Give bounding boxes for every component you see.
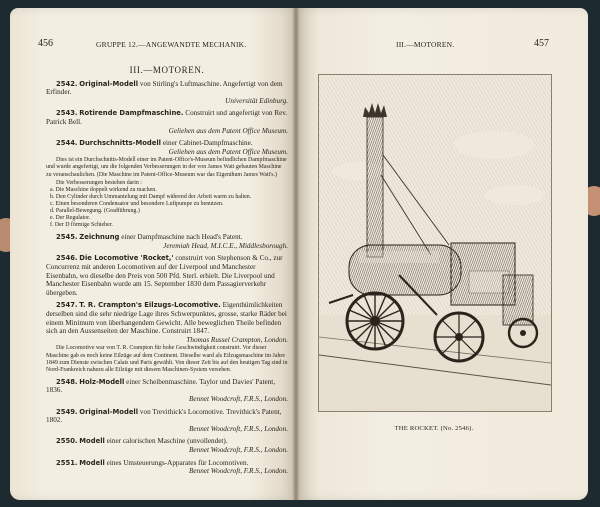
entry-title: Durchschnitts-Modell [79,139,162,148]
entry-number: 2544. [56,139,78,148]
catalog-entry [46,437,288,454]
entry-text: von Trevithick's Locomotive. Trevithick's Patent, 1802. [46,407,282,425]
left-page [10,8,296,500]
entry-number: 2543. [56,109,78,118]
catalog-entry [46,139,288,229]
list-item: e. Der Regulator. [50,215,91,222]
entry-number: 2547. [56,301,78,310]
entry-text: eines Umsteuerungs-Apparates für Locomotiven. [106,458,249,467]
entry-donor: Thomas Russel Crampton, London. [186,335,288,344]
book-gutter [292,8,300,500]
entry-text: Eigenthümlichkeiten derselben sind die sehr niedrige Lage ihres Schwerpunktes, grosse, starke Räder bei einem Minimum von überhangendem Gewicht. Alle beweglichen Theile befinden sich an den Aussenseiten der Maschine. Construirt 1847. [46,301,287,336]
catalog-column [46,64,288,480]
catalog-entry [46,233,288,250]
catalog-entry [46,109,288,135]
entry-text: einer calorischen Maschine (unvollendet). [106,437,228,446]
entry-text: einer Dampfmaschine nach Head's Patent. [121,233,243,242]
catalog-entry [46,408,288,434]
list-item: a. Die Maschine doppelt wirkend zu machen. [50,186,157,193]
entry-number: 2549. [56,407,78,416]
entry-title: Die Locomotive 'Rocket,' [79,254,174,263]
entry-donor: Geliehen aus dem Patent Office Museum. [168,147,288,156]
entry-number: 2551. [56,458,78,467]
entry-title: Holz-Modell [79,377,125,386]
entry-donor: Jeremiah Head, M.I.C.E., Middlesborough. [163,241,288,250]
entry-donor: Geliehen aus dem Patent Office Museum. [168,126,288,135]
catalog-entry [46,254,288,297]
entry-text: Construirt und angefertigt von Rev. Patrick Bell. [46,109,288,126]
entry-note: Dies ist ein Durchschnitts-Modell einer im Patent-Office's-Museum befindlichen Dampfmaschine und wurde angefertigt, um die folgenden Verbesserungen in der von James Watt gebauten Maschine zu veranschaulichen. (Die Maschine im Patent-Office-Museum war das Eigenthum James Watt's.) [46,157,287,178]
list-item: f. Der D förmige Schieber. [50,222,113,229]
catalog-entry [46,80,288,106]
entry-title: Original-Modell [79,407,139,416]
list-item: c. Einen besonderen Condensator und besondere Luftpumpe zu benutzen. [50,200,224,207]
entry-note: Die Locomotive war von T. R. Crampton für hohe Geschwindigkeit construirt. Vor dieser Maschine gab es noch keine Eilzüge auf dem Continent. Dieselbe ward als Eilzugsmaschine im Jahre 1849 zum Dienste zwischen Calais und Paris gewählt. Von dieser Zeit bis auf den heutigen Tag sind in Nord-Frankreich nahezu alle Eilzüge mit diesem Maschinen-System versehen. [46,345,288,373]
entry-donor: Bennet Woodcroft, F.R.S., London. [189,424,288,433]
entry-number: 2542. [56,79,78,88]
entry-donor: Bennet Woodcroft, F.R.S., London. [189,394,288,403]
list-item: b. Den Cylinder durch Ummantelung mit Dampf während der Arbeit warm zu halten. [50,193,252,200]
entry-donor: Universität Edinburg. [225,96,288,105]
entry-text: einer Cabinet-Dampfmaschine. [162,139,253,148]
entry-title: Original-Modell [79,79,139,88]
entry-text: von Stirling's Luftmaschine. Angefertigt von dem Erfinder. [46,79,283,97]
entry-number: 2546. [56,254,78,263]
running-head-right: III.—MOTOREN. [396,40,455,49]
entry-number: 2548. [56,377,78,386]
page-number-right: 457 [534,38,549,49]
entry-text: einer Scheibenmaschine. Taylor und Davies' Patent, 1836. [46,377,276,395]
catalog-entry [46,301,288,373]
entry-text: construirt von Stephenson & Co., zur Concurrenz mit anderen Locomotiven auf der Liverpool und Manchester Eisenbahn, wo dieselbe den Preis von 500 Pfd. Sterl. erhielt. Die Liverpool und Manchester Eisenbahn wurde am 15. September 1830 dem Passagierverkehr übergeben. [46,254,283,297]
entry-donor: Bennet Woodcroft, F.R.S., London. [189,467,288,476]
entry-title: Rotirende Dampfmaschine. [79,109,184,118]
entry-title: Modell [79,437,105,446]
page-number-left: 456 [38,38,53,49]
running-head-left: GRUPPE 12.—ANGEWANDTE MECHANIK. [96,40,247,49]
entry-donor: Bennet Woodcroft, F.R.S., London. [189,445,288,454]
illustration-caption: THE ROCKET. (No. 2546). [394,425,474,432]
list-item: d. Parallel-Bewegung. (Gradführung.) [50,208,140,214]
catalog-entry [46,378,288,404]
entry-title: Zeichnung [79,233,120,242]
entry-title: Modell [79,458,105,467]
entry-number: 2545. [56,233,78,242]
entry-number: 2550. [56,437,78,446]
locomotive-engraving [319,75,551,411]
catalog-entry [46,459,288,476]
entry-list-intro: Die Verbesserungen bestehen darin : [56,179,142,186]
rocket-locomotive-illustration [318,74,552,412]
entry-title: T. R. Crampton's Eilzugs-Locomotive. [79,301,221,310]
section-title: III.—MOTOREN. [129,65,205,75]
